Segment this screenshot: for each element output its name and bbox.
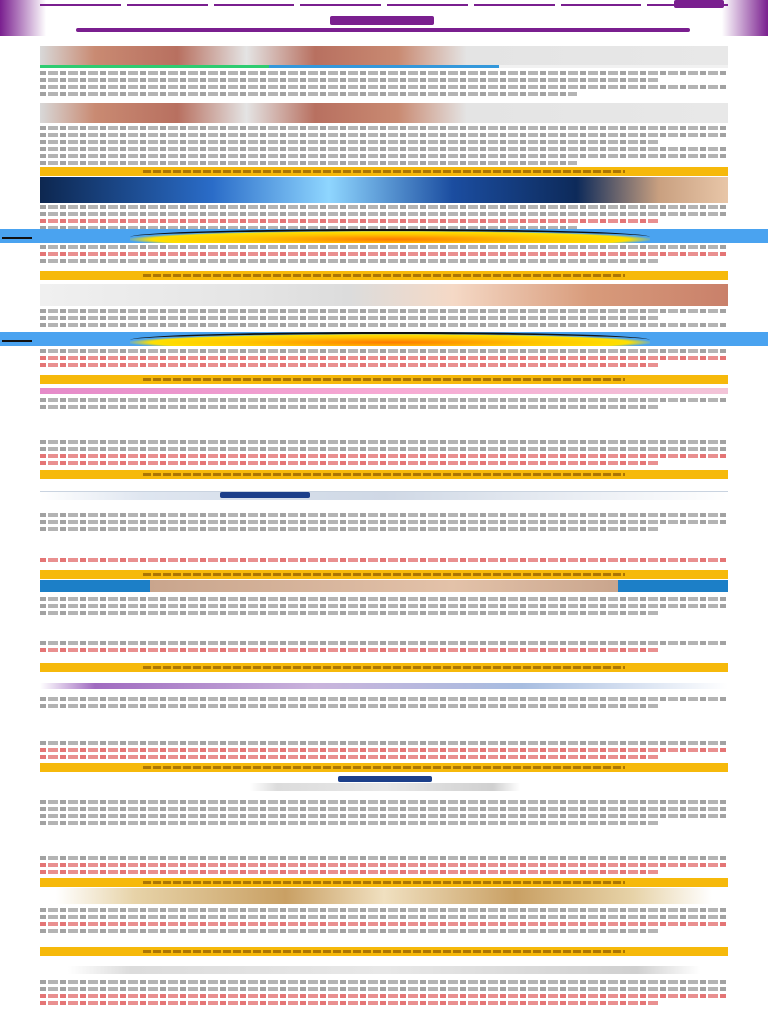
- article-paragraph: [40, 71, 728, 99]
- section-heading: [40, 878, 728, 887]
- article-image[interactable]: [68, 966, 700, 974]
- article-paragraph: [40, 558, 728, 565]
- article-paragraph: [40, 641, 728, 655]
- section-heading: [40, 271, 728, 280]
- section-heading: [40, 570, 728, 579]
- article-image[interactable]: [40, 683, 728, 689]
- image-caption-chip: [220, 492, 310, 498]
- section-heading: [40, 167, 728, 176]
- article-paragraph: [40, 513, 728, 534]
- article-paragraph: [40, 440, 728, 468]
- feature-card-image[interactable]: [40, 46, 728, 66]
- nav-tabs: [40, 0, 728, 6]
- article-paragraph: [40, 697, 728, 711]
- emoji-banner: [0, 229, 768, 243]
- section-heading: [40, 470, 728, 479]
- nav-tab[interactable]: [300, 0, 381, 6]
- article-image[interactable]: [56, 888, 712, 904]
- section-heading: [40, 663, 728, 672]
- article-paragraph: [40, 309, 728, 330]
- nav-tab[interactable]: [561, 0, 642, 6]
- article-image[interactable]: [40, 491, 728, 500]
- feature-card-image[interactable]: [40, 103, 728, 123]
- article-paragraph: [40, 800, 728, 828]
- article-image[interactable]: [40, 177, 728, 203]
- article-paragraph: [40, 398, 728, 412]
- article-paragraph: [40, 349, 728, 370]
- article-paragraph: [40, 741, 728, 762]
- color-divider: [40, 65, 728, 68]
- nav-tab[interactable]: [127, 0, 208, 6]
- site-header: [0, 0, 768, 36]
- article-paragraph: [40, 908, 728, 936]
- card-caption: [492, 52, 722, 60]
- article-paragraph: [40, 980, 728, 1008]
- nav-tab[interactable]: [40, 0, 121, 6]
- article-image[interactable]: [40, 388, 728, 394]
- article-paragraph: [40, 245, 728, 266]
- article-paragraph: [40, 856, 728, 877]
- article-image[interactable]: [40, 580, 728, 592]
- image-caption-chip: [338, 776, 432, 782]
- section-heading: [40, 763, 728, 772]
- brand-logo-button[interactable]: [330, 16, 434, 25]
- sub-navigation-strip: [76, 28, 690, 32]
- smiley-face-icon: [130, 229, 650, 243]
- section-heading: [40, 947, 728, 956]
- corner-tag[interactable]: [674, 0, 724, 8]
- emoji-banner: [0, 332, 768, 346]
- nav-tab[interactable]: [474, 0, 555, 6]
- article-paragraph: [40, 597, 728, 618]
- smiley-face-icon: [130, 332, 650, 346]
- article-image[interactable]: [250, 783, 520, 791]
- article-paragraph: [40, 126, 728, 168]
- nav-tab[interactable]: [214, 0, 295, 6]
- article-image[interactable]: [40, 284, 728, 306]
- nav-tab[interactable]: [387, 0, 468, 6]
- card-caption: [492, 109, 722, 117]
- section-heading: [40, 375, 728, 384]
